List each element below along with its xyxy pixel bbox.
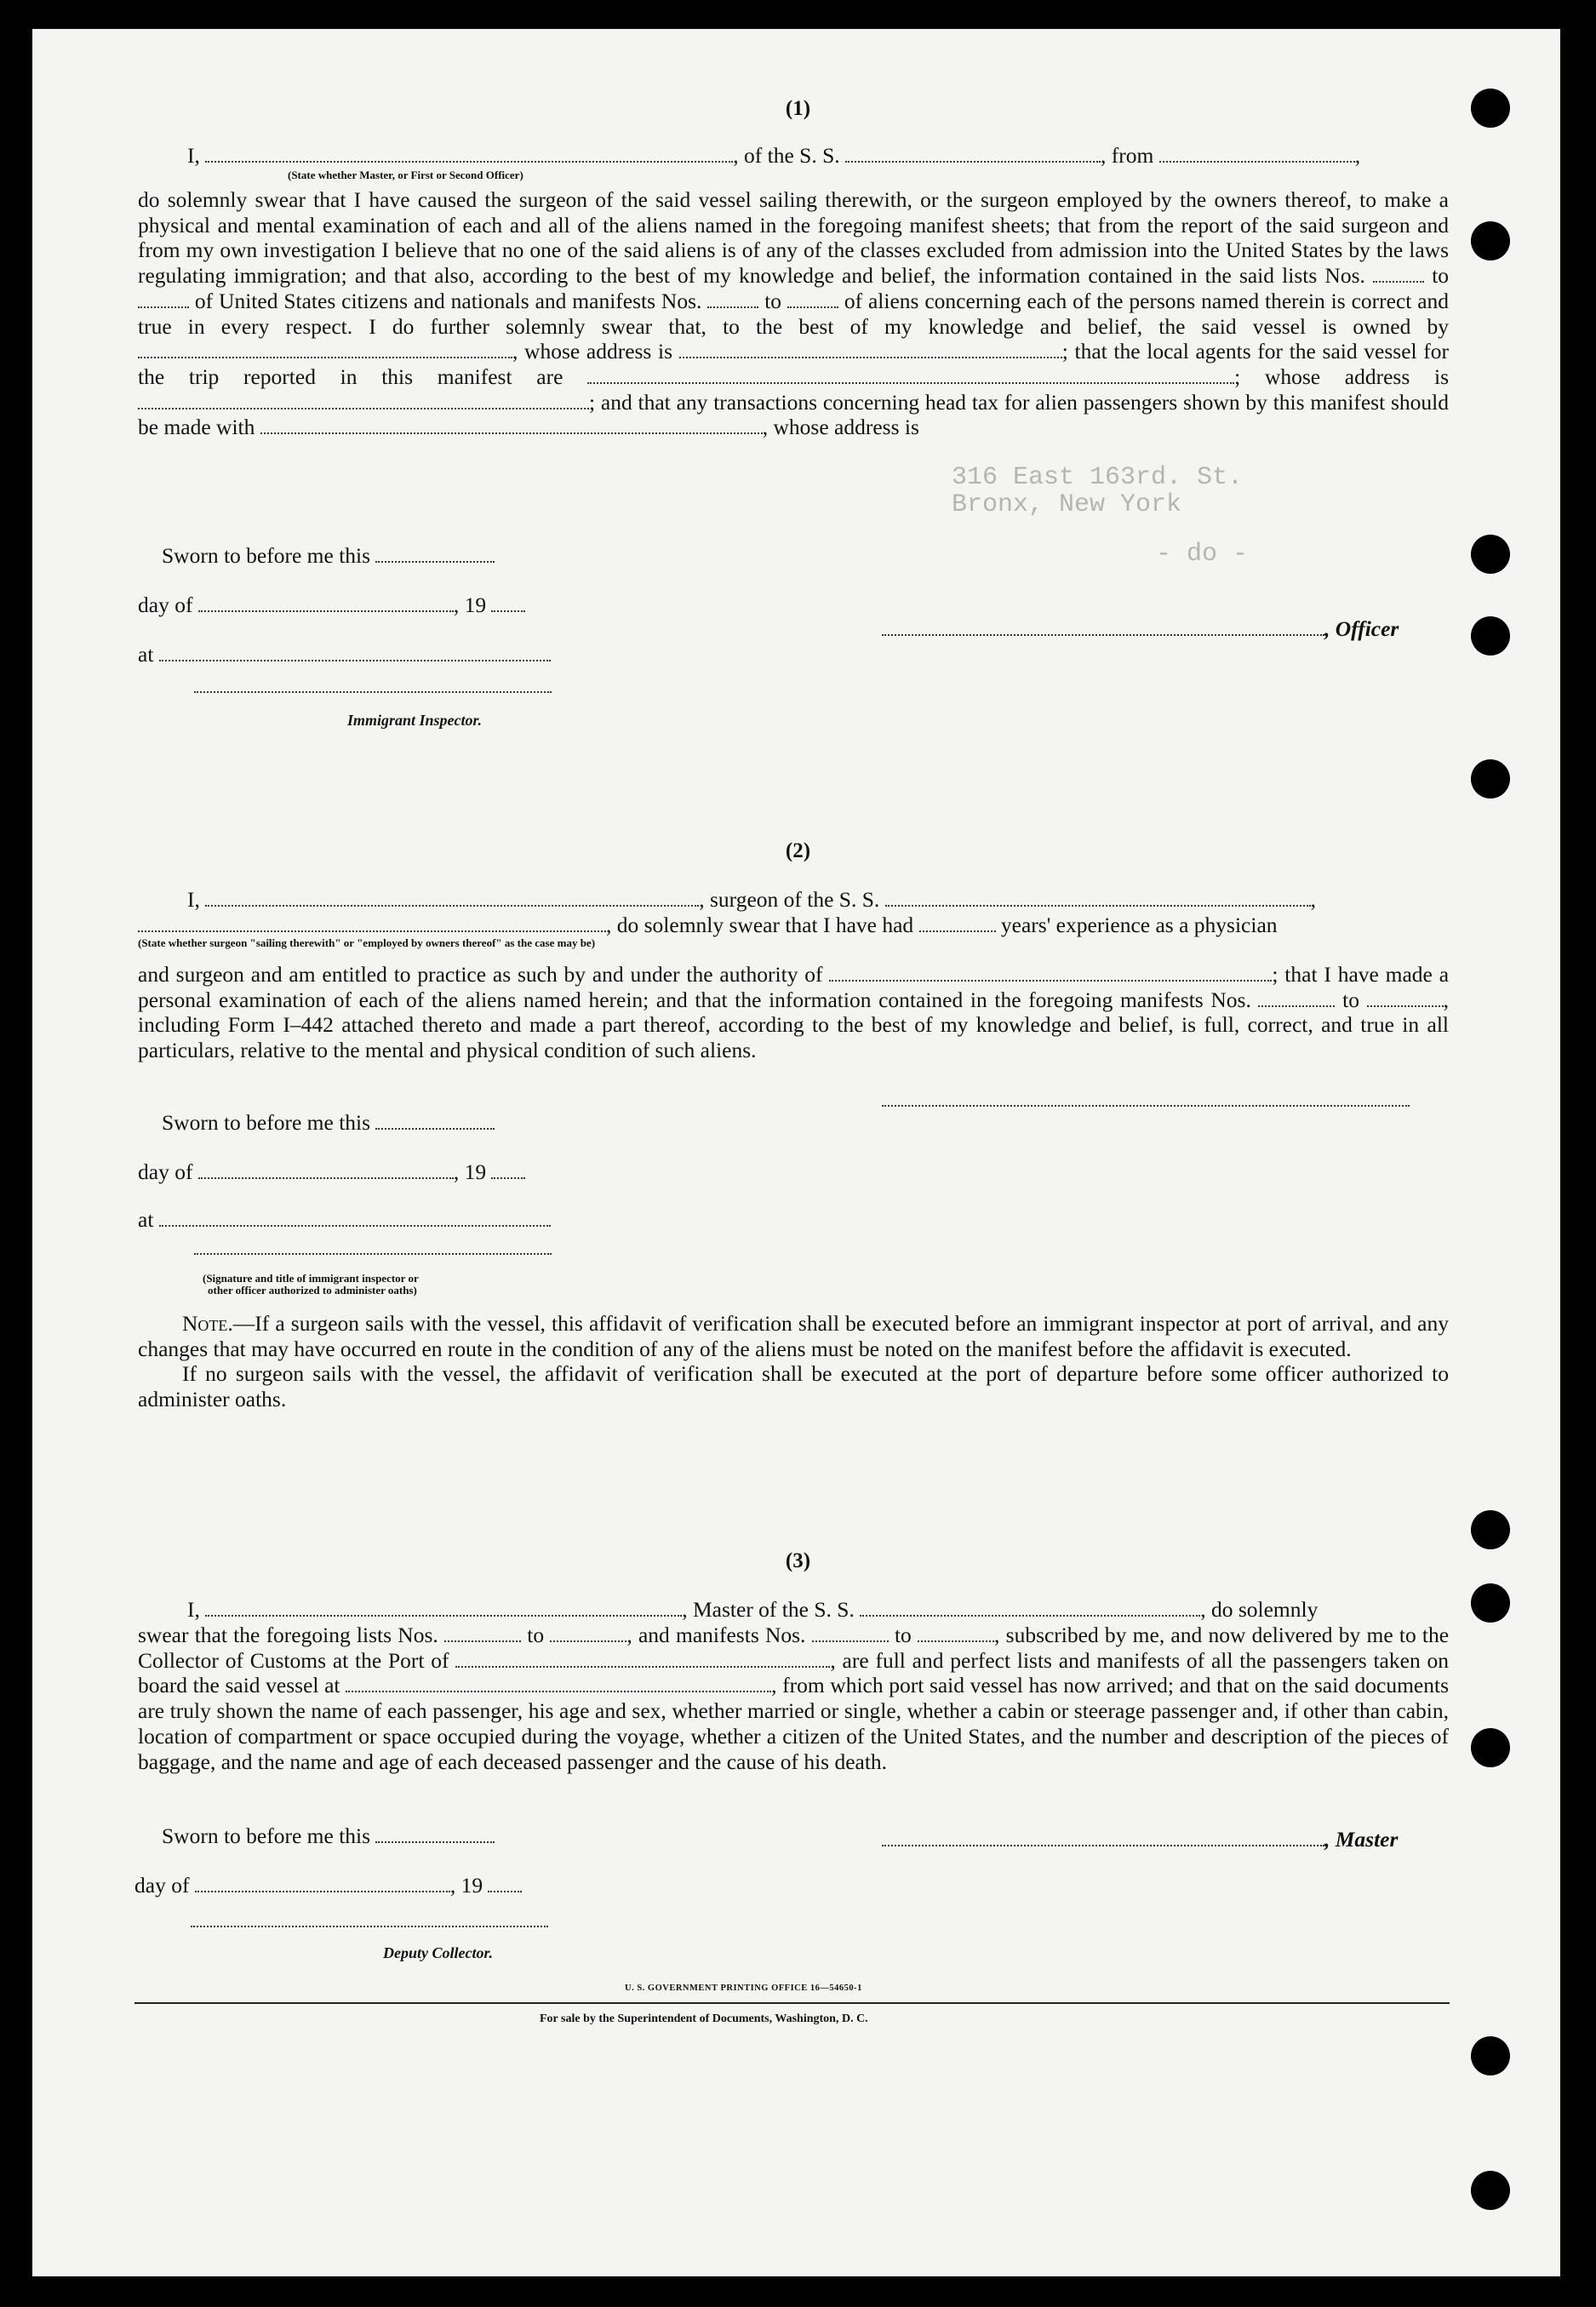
s1-lists-to-blank[interactable] — [138, 291, 189, 308]
s3-master-row: , Master — [882, 1827, 1398, 1852]
binder-hole — [1471, 1583, 1510, 1623]
s2-sworn-blank[interactable] — [375, 1113, 495, 1130]
s1-agents-address-blank[interactable] — [138, 392, 589, 409]
s1-at-blank[interactable] — [159, 644, 551, 661]
s3-master-signature-blank[interactable] — [882, 1829, 1324, 1846]
s1-line-1: I, , of the S. S. , from , — [187, 143, 1361, 168]
s2-body: and surgeon and am entitled to practice as such by and under the authority of ; that I have made a personal examination of each of the aliens named herein; and that the information contained in the foregoing manifests Nos. to , including Form I–442 attached thereto and made a part thereof, according to the best of my knowledge and belief, is full, correct, and true in all particulars, relative to the mental and physical condition of such aliens. — [138, 962, 1450, 1063]
s1-inspector-caption: Immigrant Inspector. — [347, 712, 483, 729]
s3-line-1: I, , Master of the S. S. , do solemnly — [187, 1597, 1319, 1622]
s1-owner-blank[interactable] — [138, 341, 512, 358]
s1-body: do solemnly swear that I have caused the surgeon of the said vessel sailing therewith, or the surgeon employed by the owners thereof, to make a physical and mental examination of each and all of the aliens named in the foregoing manifest sheets; that from the report of the said surgeon and from my own investigation I believe that no one of the said aliens is of any of the classes excluded from admission into the United States by the laws regulating immigration; and that also, according to the best of my knowledge and belief, the information contained in the said lists Nos. to of United States citizens and nationals and manifests Nos. to of aliens concerning each of the persons named therein is correct and true in every respect. I do further solemnly swear that, to the best of my knowledge and belief, the said vessel is owned by , whose address is ; that the local agents for the said vessel for the trip reported in this manifest are ; whose address is ; and that any transactions concerning head tax for alien passengers shown by this manifest should be made with , whose address is — [138, 187, 1450, 440]
s1-from-label: , from — [1101, 143, 1154, 168]
s2-officer-signature-line[interactable] — [194, 1253, 552, 1255]
binder-hole — [1471, 2171, 1510, 2210]
s1-day-blank[interactable] — [198, 595, 454, 612]
s3-deputy-caption: Deputy Collector. — [383, 1944, 493, 1961]
s2-sig-caption-1: (Signature and title of immigrant inspector or — [203, 1272, 419, 1285]
binder-hole — [1471, 1728, 1510, 1767]
s2-line-1: I, , surgeon of the S. S. , — [187, 887, 1317, 912]
s1-officer-signature-blank[interactable] — [882, 619, 1324, 636]
s2-caption: (State whether surgeon "sailing therewith" or "employed by owners thereof" as the case may be) — [138, 936, 596, 949]
bleed-through-line-1: 316 East 163rd. St. — [952, 463, 1244, 492]
s2-manifests-from-blank[interactable] — [1258, 990, 1335, 1007]
bleed-through-line-2: Bronx, New York — [952, 490, 1182, 519]
s1-lists-from-blank[interactable] — [1373, 266, 1424, 283]
s2-name-blank[interactable] — [205, 890, 699, 907]
s2-day-blank[interactable] — [198, 1162, 454, 1179]
s1-manifests-to-blank[interactable] — [787, 291, 838, 308]
section-2-heading: (2) — [785, 839, 811, 862]
s2-surgeon-signature-line[interactable] — [882, 1105, 1410, 1107]
document-page — [32, 29, 1560, 2276]
s2-year-blank[interactable] — [491, 1162, 525, 1179]
s3-port-blank[interactable] — [455, 1651, 830, 1668]
binder-hole — [1471, 535, 1510, 574]
s3-year-blank[interactable] — [488, 1875, 522, 1892]
s1-name-blank[interactable] — [205, 146, 733, 163]
s1-at-row: at — [138, 642, 551, 667]
s1-vessel-blank[interactable] — [845, 146, 1101, 163]
s1-sworn-blank[interactable] — [375, 546, 495, 563]
section-3-heading: (3) — [785, 1549, 811, 1572]
s3-name-blank[interactable] — [205, 1600, 682, 1617]
s3-manifests-from-blank[interactable] — [812, 1625, 889, 1642]
binder-hole — [1471, 221, 1510, 260]
for-sale-notice: For sale by the Superintendent of Documents, Washington, D. C. — [540, 2012, 868, 2025]
s2-surgeon-status-blank[interactable] — [138, 915, 606, 932]
s1-officer-row: , Officer — [882, 616, 1399, 642]
s1-head-tax-blank[interactable] — [260, 417, 763, 434]
s1-i-label: I, — [187, 143, 200, 168]
s2-sworn-row: Sworn to before me this — [162, 1110, 495, 1136]
s1-agents-blank[interactable] — [587, 367, 1234, 384]
s1-day-row: day of , 19 — [138, 592, 525, 618]
s1-inspector-signature-line[interactable] — [194, 691, 552, 693]
s1-from-blank[interactable] — [1159, 146, 1355, 163]
s3-deputy-signature-line[interactable] — [191, 1926, 548, 1927]
s2-sig-caption-2: other officer authorized to administer oaths) — [208, 1284, 417, 1297]
s3-body: swear that the foregoing lists Nos. to , and manifests Nos. to , subscribed by me, and now delivered by me to the Collector of Customs at the Port of , are full and perfect lists and manifests of all the passengers taken on board the said vessel at , from which port said vessel has now arrived; and that on the said documents are truly shown the name of each passenger, his age and sex, whether married or single, whether a cabin or steerage passenger and, if other than cabin, location of compartment or space occupied during the voyage, whether a citizen of the United States, and the number and description of the pieces of baggage, and the name and age of each deceased passenger and the cause of his death. — [138, 1623, 1450, 1774]
s1-of-ss-label: , of the S. S. — [733, 143, 840, 168]
note-label: Note. — [182, 1311, 233, 1336]
gpo-imprint: U. S. GOVERNMENT PRINTING OFFICE 16—54650-1 — [625, 1984, 862, 1993]
s2-day-row: day of , 19 — [138, 1159, 525, 1185]
bleed-through-line-3: - do - — [1156, 540, 1249, 569]
footer-rule — [134, 2002, 1450, 2004]
binder-hole — [1471, 2036, 1510, 2075]
binder-hole — [1471, 759, 1510, 799]
s3-lists-to-blank[interactable] — [550, 1625, 626, 1642]
s3-vessel-blank[interactable] — [860, 1600, 1200, 1617]
s1-year-blank[interactable] — [491, 595, 525, 612]
s3-sworn-row: Sworn to before me this — [162, 1823, 495, 1849]
s2-at-row: at — [138, 1207, 551, 1233]
s1-sworn-row: Sworn to before me this — [162, 543, 495, 569]
s1-caption: (State whether Master, or First or Second Officer) — [288, 169, 523, 181]
s1-manifests-from-blank[interactable] — [707, 291, 758, 308]
s2-at-blank[interactable] — [159, 1210, 551, 1227]
s2-years-blank[interactable] — [919, 915, 996, 932]
s2-vessel-blank[interactable] — [885, 890, 1311, 907]
s2-note: Note.—If a surgeon sails with the vessel, this affidavit of verification shall be executed before an immigrant inspector at port of arrival, and any changes that may have occurred en route in the condition of any of the aliens must be noted on the manifest before the affidavit is executed. If no surgeon sails with the vessel, the affidavit of verification shall be executed at the port of departure before some officer authorized to administer oaths. — [138, 1311, 1449, 1412]
s3-sworn-blank[interactable] — [375, 1826, 495, 1843]
binder-hole — [1471, 1510, 1510, 1549]
s3-lists-from-blank[interactable] — [444, 1625, 521, 1642]
binder-hole — [1471, 616, 1510, 655]
s3-day-row: day of , 19 — [134, 1873, 522, 1898]
s2-authority-blank[interactable] — [829, 965, 1272, 982]
section-1-heading: (1) — [785, 97, 811, 120]
s1-owner-address-blank[interactable] — [679, 341, 1062, 358]
s3-day-blank[interactable] — [195, 1875, 450, 1892]
s2-line-2: , do solemnly swear that I have had years' experience as a physician — [138, 913, 1278, 938]
s3-embarked-blank[interactable] — [346, 1675, 771, 1692]
s2-manifests-to-blank[interactable] — [1367, 990, 1444, 1007]
s3-manifests-to-blank[interactable] — [918, 1625, 994, 1642]
